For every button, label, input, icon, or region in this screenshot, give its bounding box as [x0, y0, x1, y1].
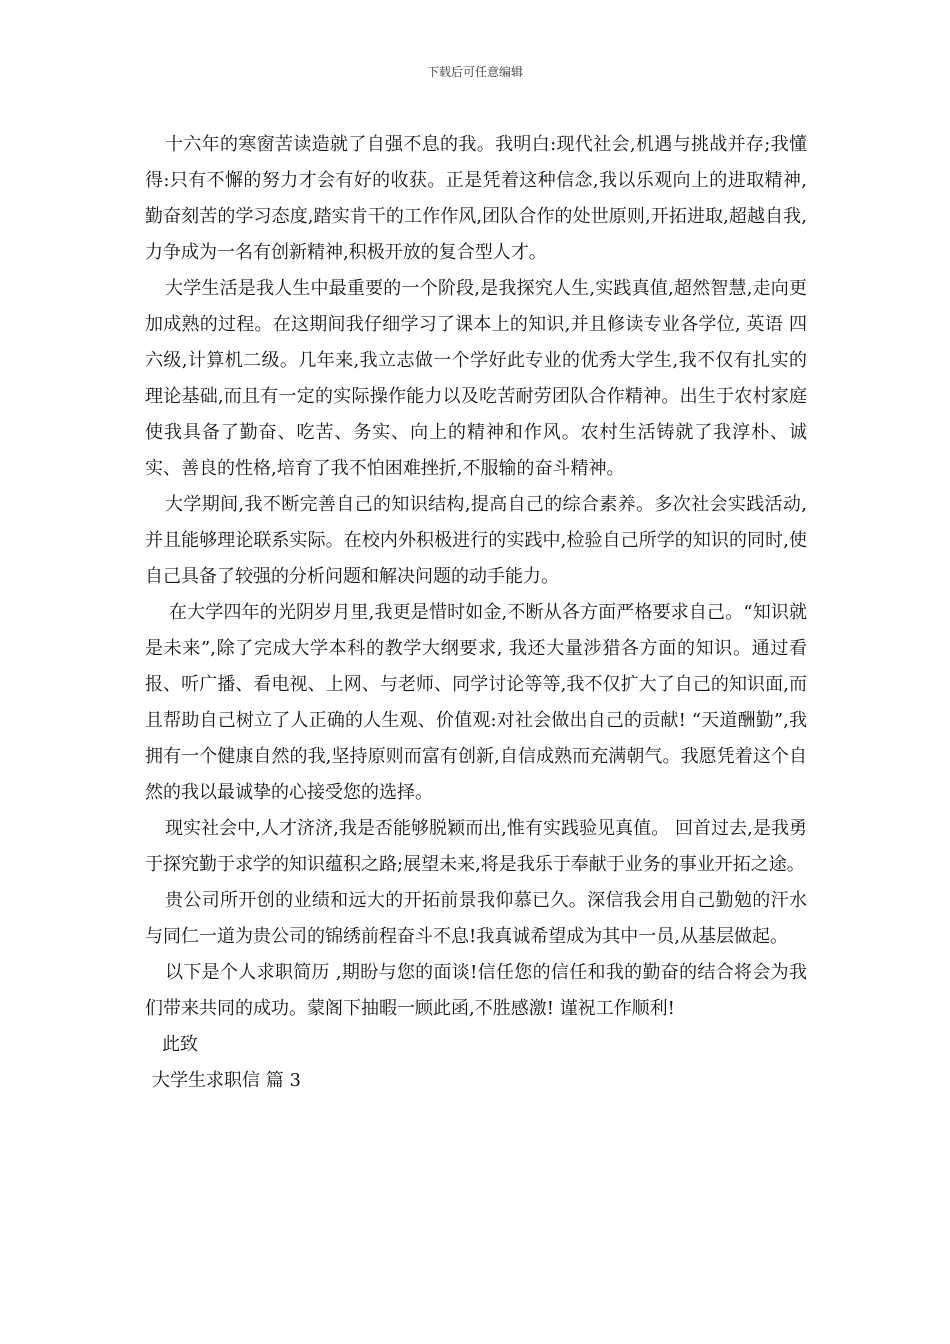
- paragraph-2: 大学生活是我人生中最重要的一个阶段,是我探究人生,实践真值,超然智慧,走向更加成熟的过程。在这期间我仔细学习了课本上的知识,并且修读专业各学位, 英语 四六级,计算机二级。几年来,我立志做一个学好此专业的优秀大学生,我不仅有扎实的理论基础,而且有一定的实际操作能力以及吃苦耐劳团队合作精神。出生于农村家庭使我具备了勤奋、吃苦、务实、向上的精神和作风。农村生活铸就了我淳朴、诚实、善良的性格,培育了我不怕困难挫折,不服输的奋斗精神。: [145, 278, 807, 479]
- paragraph-3: 大学期间,我不断完善自己的知识结构,提高自己的综合素养。多次社会实践活动,并且能够理论联系实际。在校内外积极进行的实践中,检验自己所学的知识的同时,使自己具备了较强的分析问题和解决问题的动手能力。: [145, 494, 807, 587]
- paragraph-4: 在大学四年的光阴岁月里,我更是惜时如金,不断从各方面严格要求自己。“知识就是未来”,除了完成大学本科的教学大纲要求, 我还大量涉猎各方面的知识。通过看报、听广播、看电视、上网、与老师、同学讨论等等,我不仅扩大了自己的知识面,而且帮助自己树立了人正确的人生观、价值观:对社会做出自己的贡献! “天道酬勤”,我拥有一个健康自然的我,坚持原则而富有创新,自信成熟而充满朝气。我愿凭着这个自然的我以最诚挚的心接受您的选择。: [145, 602, 807, 803]
- paragraph-5: 现实社会中,人才济济,我是否能够脱颖而出,惟有实践验见真值。 回首过去,是我勇于探究勤于求学的知识蕴积之路;展望未来,将是我乐于奉献于业务的事业开拓之途。: [145, 818, 807, 875]
- page-header-note: 下载后可任意编辑: [426, 65, 523, 79]
- letter-body: [145, 127, 807, 1099]
- paragraph-7: 以下是个人求职简历 ,期盼与您的面谈!信任您的信任和我的勤奋的结合将会为我们带来共同的成功。蒙阁下抽暇一顾此函,不胜感激! 谨祝工作顺利!: [145, 962, 807, 1019]
- next-section-title: 大学生求职信 篇 3: [152, 1070, 301, 1091]
- paragraph-6: 贵公司所开创的业绩和远大的开拓前景我仰慕已久。深信我会用自己勤勉的汗水与同仁一道为贵公司的锦绣前程奋斗不息!我真诚希望成为其中一员,从基层做起。: [145, 890, 807, 947]
- closing-salutation: 此致: [162, 1034, 198, 1055]
- paragraph-1: 十六年的寒窗苦读造就了自强不息的我。我明白:现代社会,机遇与挑战并存;我懂得:只有不懈的努力才会有好的收获。正是凭着这种信念,我以乐观向上的进取精神,勤奋刻苦的学习态度,踏实肯干的工作作风,团队合作的处世原则,开拓进取,超越自我,力争成为一名有创新精神,积极开放的复合型人才。: [145, 134, 807, 263]
